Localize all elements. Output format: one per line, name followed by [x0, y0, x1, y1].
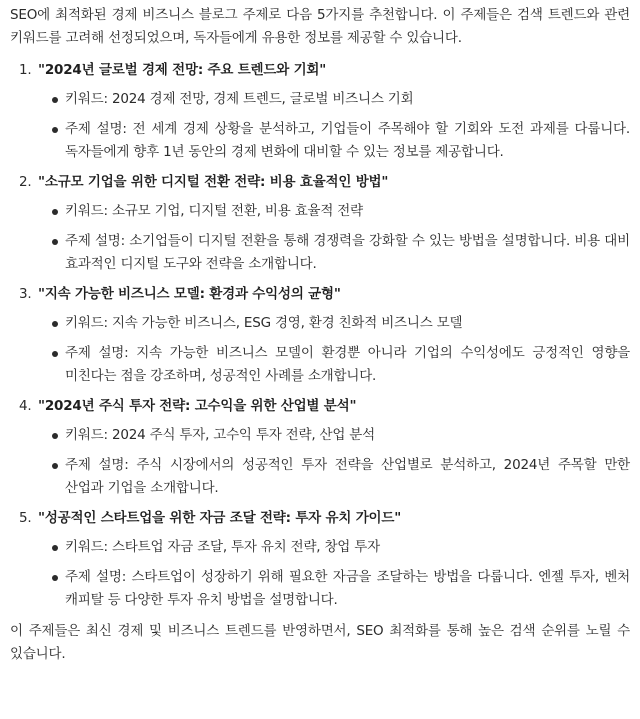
description-text: 주제 설명: 전 세계 경제 상황을 분석하고, 기업들이 주목해야 할 기회와 도전 과제를 다룹니다. 독자들에게 향후 1년 동안의 경제 변화에 대비할 수 있는 정보를 제공합니다. [65, 121, 630, 160]
keywords-item [38, 200, 630, 223]
description-item [38, 342, 630, 388]
topic-details [38, 200, 630, 276]
bullet-icon [52, 127, 58, 133]
bullet-icon [52, 209, 58, 215]
topic-list [10, 59, 630, 612]
topic-title: "2024년 글로벌 경제 전망: 주요 트렌드와 기회" [38, 62, 327, 78]
topic-number: 4. [19, 398, 32, 414]
topic-item-4 [10, 395, 630, 500]
description-item [38, 566, 630, 612]
keywords-item [38, 424, 630, 447]
bullet-icon [52, 575, 58, 581]
description-text: 주제 설명: 소기업들이 디지털 전환을 통해 경쟁력을 강화할 수 있는 방법을 설명합니다. 비용 대비 효과적인 디지털 도구와 전략을 소개합니다. [65, 233, 630, 272]
topic-number: 3. [19, 286, 32, 302]
topic-number: 1. [19, 62, 32, 78]
topic-title: "소규모 기업을 위한 디지털 전환 전략: 비용 효율적인 방법" [38, 174, 389, 190]
topic-title: "2024년 주식 투자 전략: 고수익을 위한 산업별 분석" [38, 398, 357, 414]
topic-item-3 [10, 283, 630, 388]
description-text: 주제 설명: 지속 가능한 비즈니스 모델이 환경뿐 아니라 기업의 수익성에도 긍정적인 영향을 미친다는 점을 강조하며, 성공적인 사례를 소개합니다. [65, 345, 630, 384]
keywords-text: 키워드: 2024 경제 전망, 경제 트렌드, 글로벌 비즈니스 기회 [65, 91, 414, 107]
bullet-icon [52, 321, 58, 327]
topic-details [38, 312, 630, 388]
bullet-icon [52, 545, 58, 551]
keywords-text: 키워드: 스타트업 자금 조달, 투자 유치 전략, 창업 투자 [65, 539, 380, 555]
topic-item-1 [10, 59, 630, 164]
closing-paragraph: 이 주제들은 최신 경제 및 비즈니스 트렌드를 반영하면서, SEO 최적화를 통해 높은 검색 순위를 노릴 수 있습니다. [10, 623, 630, 662]
description-text: 주제 설명: 스타트업이 성장하기 위해 필요한 자금을 조달하는 방법을 다룹니다. 엔젤 투자, 벤처 캐피탈 등 다양한 투자 유치 방법을 설명합니다. [65, 569, 630, 608]
bullet-icon [52, 433, 58, 439]
topic-details [38, 536, 630, 612]
topic-item-5 [10, 507, 630, 612]
topic-title: "성공적인 스타트업을 위한 자금 조달 전략: 투자 유치 가이드" [38, 510, 402, 526]
bullet-icon [52, 97, 58, 103]
keywords-text: 키워드: 소규모 기업, 디지털 전환, 비용 효율적 전략 [65, 203, 363, 219]
topic-item-2 [10, 171, 630, 276]
intro-paragraph: SEO에 최적화된 경제 비즈니스 블로그 주제로 다음 5가지를 추천합니다. 이 주제들은 검색 트렌드와 관련 키워드를 고려해 선정되었으며, 독자들에게 유용한 정보를 제공할 수 있습니다. [10, 7, 630, 46]
topic-details [38, 88, 630, 164]
topic-number: 2. [19, 174, 32, 190]
topic-title: "지속 가능한 비즈니스 모델: 환경과 수익성의 균형" [38, 286, 341, 302]
description-text: 주제 설명: 주식 시장에서의 성공적인 투자 전략을 산업별로 분석하고, 2024년 주목할 만한 산업과 기업을 소개합니다. [65, 457, 630, 496]
keywords-item [38, 88, 630, 111]
topic-details [38, 424, 630, 500]
description-item [38, 230, 630, 276]
bullet-icon [52, 239, 58, 245]
bullet-icon [52, 463, 58, 469]
description-item [38, 118, 630, 164]
keywords-item [38, 312, 630, 335]
topic-number: 5. [19, 510, 32, 526]
keywords-text: 키워드: 지속 가능한 비즈니스, ESG 경영, 환경 친화적 비즈니스 모델 [65, 315, 463, 331]
keywords-item [38, 536, 630, 559]
bullet-icon [52, 351, 58, 357]
description-item [38, 454, 630, 500]
keywords-text: 키워드: 2024 주식 투자, 고수익 투자 전략, 산업 분석 [65, 427, 375, 443]
